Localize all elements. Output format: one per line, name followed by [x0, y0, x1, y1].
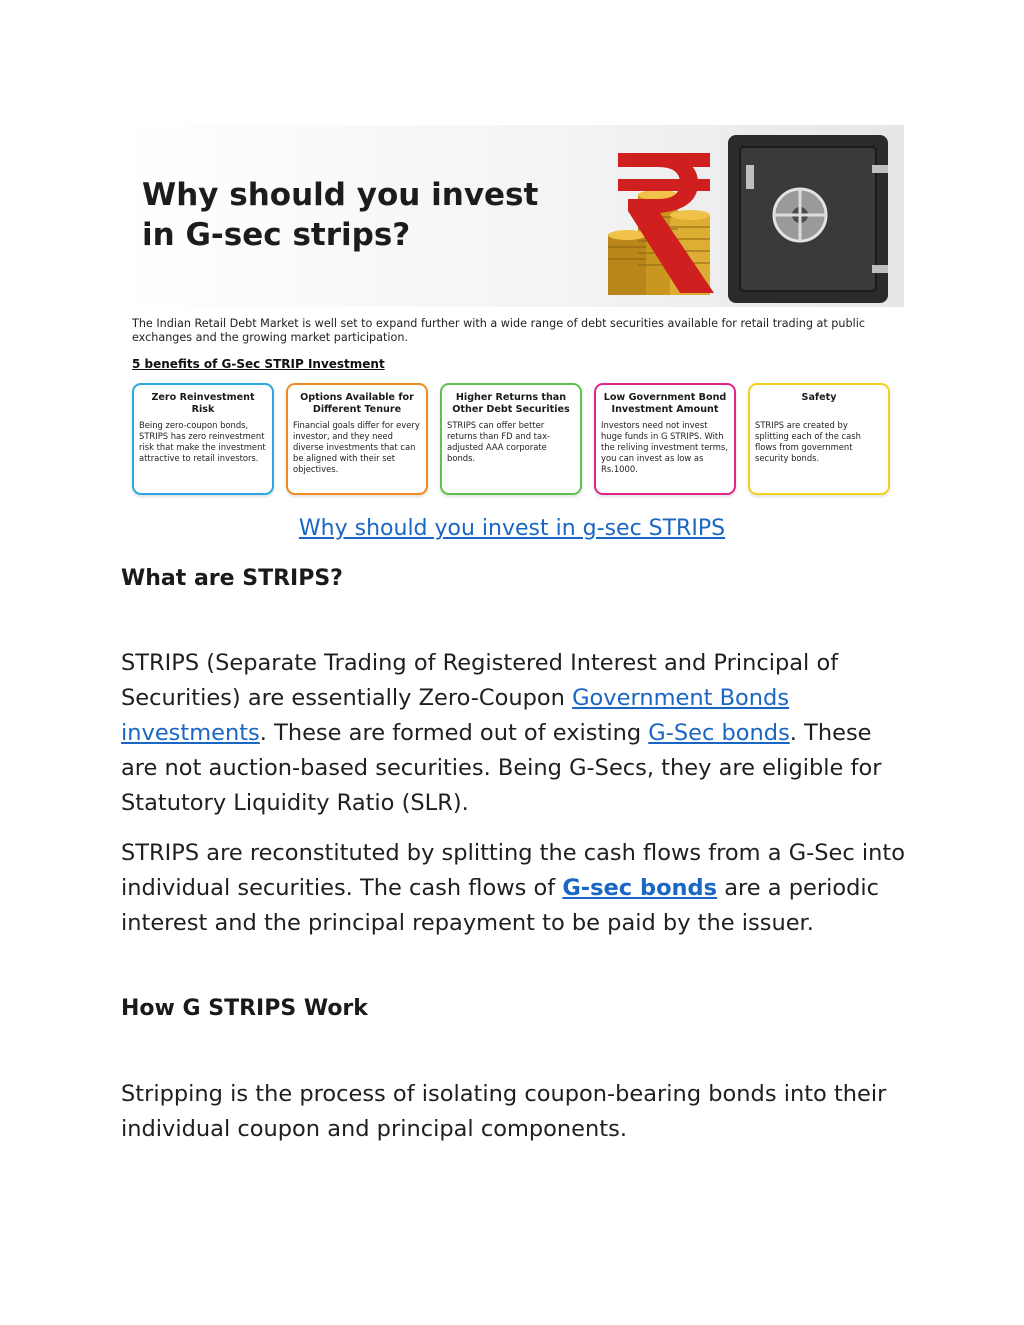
heading-what-are-strips: What are STRIPS?	[121, 566, 343, 591]
card-title: Zero Reinvestment Risk	[151, 392, 255, 415]
hero-title	[142, 175, 582, 255]
text-run: STRIPS (Separate Trading of Registered Interest and Principal of Securities) are essentially Zero-Coupon	[121, 650, 839, 711]
card-body: Being zero-coupon bonds, STRIPS has zero reinvestment risk that make the investment attractive to retail investors.	[139, 420, 266, 463]
text-run: . These are formed out of existing	[259, 720, 649, 746]
card-body: STRIPS are created by splitting each of the cash flows from government security bonds.	[755, 420, 861, 463]
infographic-banner	[120, 125, 904, 500]
g-sec-bonds-bold-link[interactable]: G-sec bonds	[562, 875, 718, 901]
text-run: STRIPS are reconstituted by splitting the cash flows from a G-Sec into individual securities. The cash flows of	[121, 840, 905, 901]
intro-text: The Indian Retail Debt Market is well set to expand further with a wide range of debt securities available for retail trading at public exchanges and the growing market participation.	[132, 317, 865, 344]
hero-title-line2: in G-sec strips?	[142, 217, 411, 253]
safe-icon	[728, 135, 888, 303]
hero-title-line1: Why should you invest	[142, 177, 539, 213]
card-body: STRIPS can offer better returns than FD and tax-adjusted AAA corporate bonds.	[447, 420, 551, 463]
text-run: are a periodic interest and the principal repayment to be paid by the issuer.	[121, 875, 879, 936]
g-sec-bonds-link[interactable]: G-Sec bonds	[648, 720, 790, 746]
card-title: Low Government Bond Investment Amount	[603, 392, 727, 415]
paragraph-strips-reconstitution	[121, 836, 911, 941]
benefit-card	[594, 383, 736, 495]
hero-section	[120, 125, 904, 307]
text-run: . These are not auction-based securities. Being G-Secs, they are eligible for Statutory Liquidity Ratio (SLR).	[121, 720, 882, 816]
benefit-card	[286, 383, 428, 495]
rupee-and-safe-illustration	[578, 125, 904, 307]
benefit-cards	[132, 383, 894, 499]
card-title: Higher Returns than Other Debt Securities	[452, 392, 570, 415]
card-title: Options Available for Different Tenure	[300, 392, 414, 415]
card-title: Safety	[801, 392, 837, 403]
benefit-card	[132, 383, 274, 495]
benefits-heading: 5 benefits of G-Sec STRIP Investment	[132, 357, 385, 371]
benefit-card	[748, 383, 890, 495]
card-body: Investors need not invest huge funds in G STRIPS. With the reliving investment terms, you can invest as low as Rs.1000.	[601, 420, 728, 474]
paragraph-strips-definition	[121, 646, 911, 821]
government-bonds-link[interactable]: Government Bonds investments	[121, 685, 790, 746]
benefit-card	[440, 383, 582, 495]
heading-how-strips-work: How G STRIPS Work	[121, 996, 368, 1021]
image-caption-link[interactable]: Why should you invest in g-sec STRIPS	[298, 516, 726, 541]
card-body: Financial goals differ for every investor, and they need diverse investments that can be aligned with their set objectives.	[293, 420, 420, 474]
paragraph-stripping-process: Stripping is the process of isolating coupon-bearing bonds into their individual coupon and principal components.	[121, 1081, 887, 1142]
